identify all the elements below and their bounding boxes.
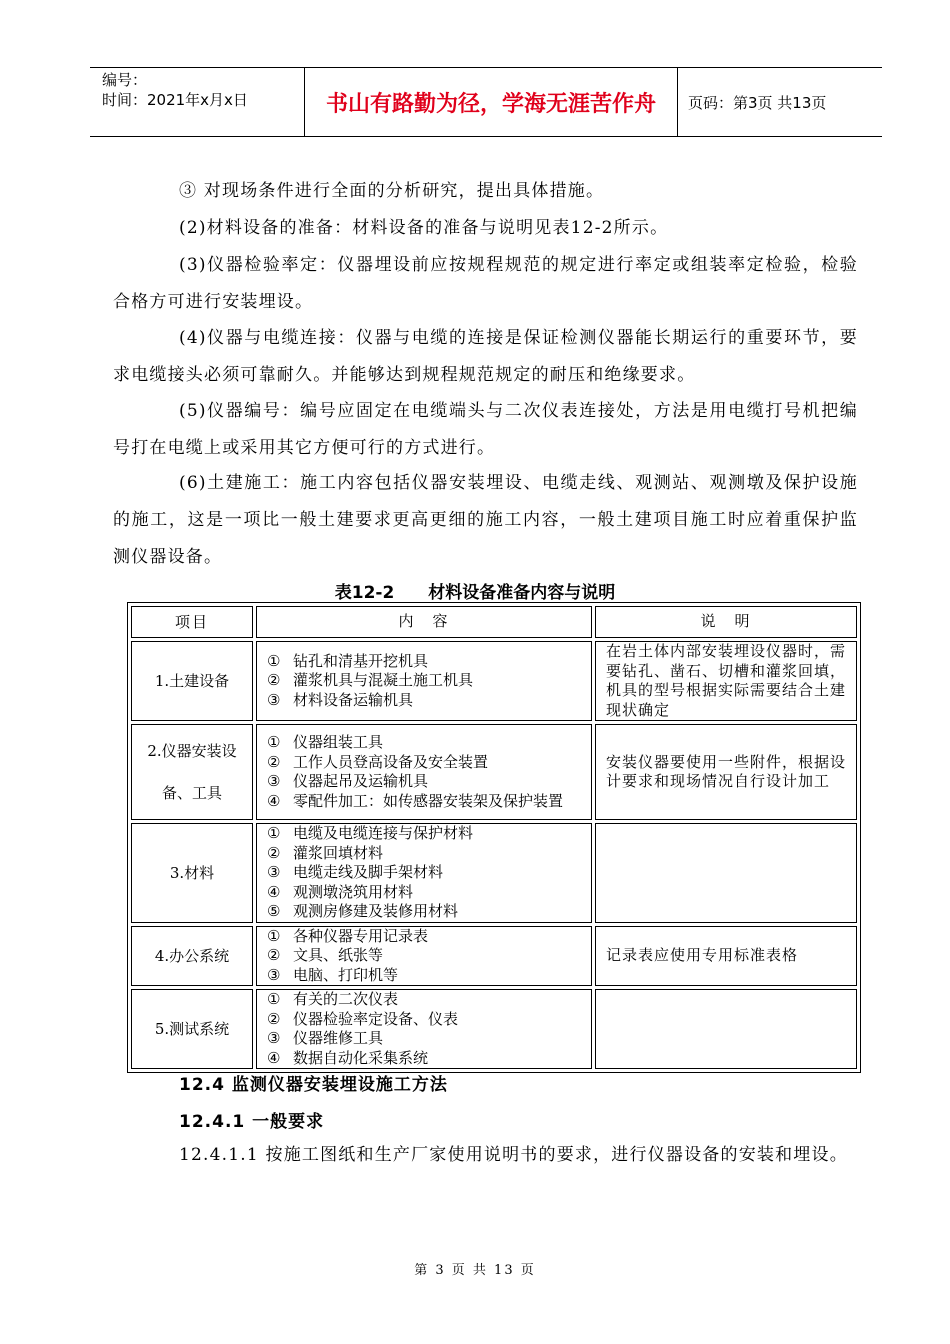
list-text: 有关的二次仪表 (293, 990, 399, 1008)
row-content (256, 641, 592, 721)
list-number: ① (267, 990, 281, 1008)
list-text: 灌浆回填材料 (293, 843, 384, 862)
page-footer: 第 3 页 共 13 页 (414, 1263, 536, 1278)
row-content (256, 823, 592, 923)
row-description: 记录表应使用专用标准表格 (595, 926, 857, 987)
content-line (267, 990, 583, 1010)
list-number: ③ (267, 965, 281, 984)
list-text: 各种仪器专用记录表 (293, 926, 429, 945)
list-text: 电脑、打印机等 (293, 965, 399, 984)
list-number: ③ (267, 863, 281, 881)
content-line (267, 753, 583, 773)
time-label: 时间：2021年x月x日 (102, 91, 248, 109)
list-number: ② (267, 1009, 281, 1028)
list-number: ⑤ (267, 902, 281, 920)
content-line (267, 1049, 583, 1069)
list-number: ① (267, 824, 281, 842)
list-text: 钻孔和清基开挖机具 (293, 651, 429, 670)
paragraph-2: (2)材料设备的准备：材料设备的准备与说明见表12-2所示。 (179, 218, 669, 238)
header-content: 内 容 (256, 606, 592, 638)
content-line (267, 902, 583, 922)
section-12-4-heading: 12.4 监测仪器安装埋设施工方法 (179, 1075, 448, 1095)
list-text: 仪器起吊及运输机具 (293, 772, 429, 790)
row-content (256, 989, 592, 1069)
list-text: 电缆走线及脚手架材料 (293, 863, 444, 881)
list-text: 工作人员登高设备及安全装置 (293, 752, 489, 771)
header-desc: 说 明 (595, 606, 857, 638)
content-line (267, 733, 583, 753)
content-line (267, 966, 583, 986)
paragraph-3: (3)仪器检验率定：仪器埋设前应按规程规范的规定进行率定或组装率定检验，检验合格方可进行安装埋设。 (113, 255, 858, 312)
header-item: 项目 (131, 606, 253, 638)
content-line (267, 946, 583, 966)
list-number: ① (267, 733, 281, 751)
row-description (595, 989, 857, 1069)
paragraph-5: (5)仪器编号：编号应固定在电缆端头与二次仪表连接处，方法是用电缆打号机把编号打在电缆上或采用其它方便可行的方式进行。 (113, 401, 858, 458)
list-text: 仪器维修工具 (293, 1029, 384, 1047)
row-item: 3.材料 (131, 823, 253, 923)
materials-table (127, 602, 861, 1073)
table-row (131, 989, 857, 1069)
content-line (267, 824, 583, 844)
paragraph-6: (6)土建施工：施工内容包括仪器安装埋设、电缆走线、观测站、观测墩及保护设施的施工，这是一项比一般土建要求更高更细的施工内容，一般土建项目施工时应着重保护监测仪器设备。 (113, 473, 858, 567)
list-number: ② (267, 843, 281, 862)
row-item: 4.办公系统 (131, 926, 253, 987)
content-line (267, 883, 583, 903)
list-number: ① (267, 651, 281, 670)
row-description: 在岩土体内部安装埋设仪器时，需要钻孔、凿石、切槽和灌浆回填，机具的型号根据实际需要结合土建现状确定 (595, 641, 857, 721)
list-number: ① (267, 926, 281, 945)
content-line (267, 652, 583, 672)
section-12-4-1-heading: 12.4.1 一般要求 (179, 1112, 325, 1132)
list-number: ② (267, 671, 281, 690)
table-number: 表12-2 (334, 583, 395, 603)
page-header (90, 67, 882, 137)
table-row (131, 823, 857, 923)
table-caption: 材料设备准备内容与说明 (428, 583, 616, 603)
list-number: ② (267, 752, 281, 771)
row-item: 5.测试系统 (131, 989, 253, 1069)
content-line (267, 671, 583, 691)
list-number: ④ (267, 882, 281, 901)
paragraph-1: ③ 对现场条件进行全面的分析研究，提出具体措施。 (179, 181, 605, 201)
table-row (131, 926, 857, 987)
list-number: ③ (267, 1029, 281, 1047)
row-content (256, 724, 592, 820)
list-text: 文具、纸张等 (293, 946, 384, 964)
row-content (256, 926, 592, 987)
header-motto: 书山有路勤为径，学海无涯苦作舟 (305, 68, 678, 137)
content-line (267, 792, 583, 812)
list-number: ② (267, 946, 281, 964)
row-description (595, 823, 857, 923)
content-line (267, 1029, 583, 1049)
table-title (0, 578, 950, 603)
list-text: 零配件加工：如传感器安装架及保护装置 (293, 791, 564, 810)
list-number: ④ (267, 791, 281, 810)
table-header-row (131, 606, 857, 638)
header-page-info: 页码：第3页 共13页 (678, 68, 883, 137)
list-number: ④ (267, 1048, 281, 1067)
list-text: 电缆及电缆连接与保护材料 (293, 824, 474, 842)
paragraph-4: (4)仪器与电缆连接：仪器与电缆的连接是保证检测仪器能长期运行的重要环节，要求电缆接头必须可靠耐久。并能够达到规程规范规定的耐压和绝缘要求。 (113, 328, 858, 385)
content-line (267, 1010, 583, 1030)
serial-label: 编号： (102, 71, 148, 89)
paragraph-12-4-1-1: 12.4.1.1 按施工图纸和生产厂家使用说明书的要求，进行仪器设备的安装和埋设。 (179, 1145, 848, 1165)
content-line (267, 691, 583, 711)
table-row (131, 724, 857, 820)
list-text: 材料设备运输机具 (293, 690, 414, 709)
content-line (267, 844, 583, 864)
content-line (267, 772, 583, 792)
list-text: 观测墩浇筑用材料 (293, 882, 414, 901)
list-text: 仪器检验率定设备、仪表 (293, 1009, 459, 1028)
content-line (267, 927, 583, 947)
header-meta (90, 68, 305, 137)
table-row (131, 641, 857, 721)
row-item: 1.土建设备 (131, 641, 253, 721)
list-number: ③ (267, 690, 281, 709)
row-description: 安装仪器要使用一些附件，根据设计要求和现场情况自行设计加工 (595, 724, 857, 820)
list-text: 观测房修建及装修用材料 (293, 902, 459, 920)
list-text: 灌浆机具与混凝土施工机具 (293, 671, 474, 690)
content-line (267, 863, 583, 883)
list-text: 数据自动化采集系统 (293, 1048, 429, 1067)
list-text: 仪器组装工具 (293, 733, 384, 751)
list-number: ③ (267, 772, 281, 790)
row-item: 2.仪器安装设备、工具 (131, 724, 253, 820)
